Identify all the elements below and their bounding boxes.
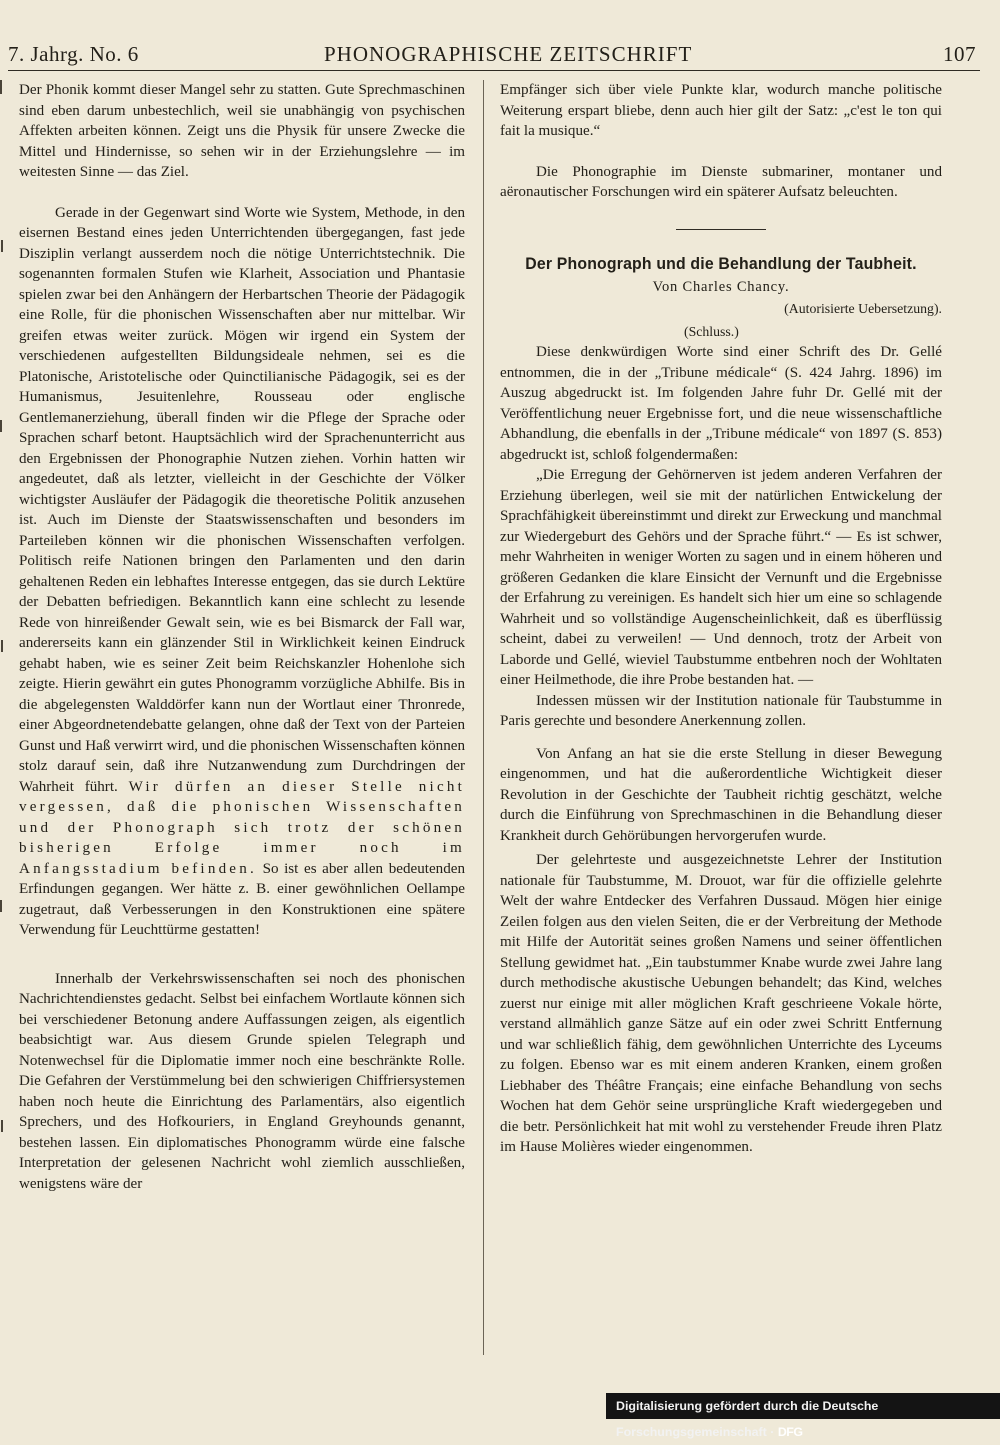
footer-text: Digitalisierung gefördert durch die Deutsche Forschungsgemeinschaft · (616, 1399, 879, 1439)
paragraph-text: So ist es aber allen bedeutenden Erfindungen gegangen. Wer hätte z. B. einer gewöhnlichen Oellampe zugetraut, daß Verbesserungen in den Konstruktionen eine spätere Verwendung für Leuchttürme gestatten! (19, 860, 465, 938)
issue-label: 7. Jahrg. No. 6 (8, 42, 139, 66)
article-title: Der Phonograph und die Behandlung der Taubheit. (525, 254, 917, 273)
paragraph: Diese denkwürdigen Worte sind einer Schrift des Dr. Gellé entnommen, die in der „Tribune médicale“ (S. 424 Jahrg. 1896) im Auszug abgedruckt ist. Im folgenden Jahre fuhr Dr. Gellé mit der Veröffentlichung neuer Ergebnisse fort, und die neue wissenschaftliche Abhandlung, die ebenfalls in der „Tribune médicale“ von 1897 (S. 853) abgedruckt ist, schloß folgendermaßen: (500, 344, 942, 463)
page-header (8, 36, 980, 71)
dfg-logo: DFG (777, 1425, 803, 1439)
article-byline: Von Charles Chancy. (652, 278, 790, 295)
paragraph: „Die Erregung der Gehörnerven ist jedem anderen Verfahren der Erziehung überlegen, weil sie mit der natürlichen Entwickelung der Sprachfähigkeit übereinstimmt und direkt zur Erweckung und manchmal zur Wiedergeburt des Gehörs und der Sprache führt.“ — Es ist schwer, mehr Wahrheiten in weniger Worten zu sagen und in einem höheren und größeren Gedanken die klare Einsicht der Vernunft und die Ergebnisse der Erfahrung zu vereinigen. Es handelt sich hier um eine so schlagende Wahrheit und so vollständige Augenscheinlichkeit, daß es überflüssig scheint, dabei zu verweilen! — Und dennoch, trotz der Arbeit von Laborde und Gellé, wieviel Taubstumme entbehren noch der Wohltaten einer Heilmethode, die ihre Probe bestanden hat. — (500, 467, 942, 688)
binding-mark (0, 420, 2, 432)
paragraph: Die Phonographie im Dienste submariner, montaner und aëronautischer Forschungen wird ein späterer Aufsatz beleuchten. (500, 163, 942, 200)
paragraph: Indessen müssen wir der Institution nationale für Taubstumme in Paris gerechte und besondere Anerkennung zollen. (500, 692, 942, 729)
journal-title: PHONOGRAPHISCHE ZEITSCHRIFT (324, 42, 693, 66)
binding-mark (1, 240, 3, 252)
left-column (19, 80, 465, 1194)
section-divider (676, 229, 766, 231)
binding-mark (1, 640, 3, 652)
paragraph: Innerhalb der Verkehrswissenschaften sei noch des phonischen Nachrichtendienstes gedacht. Selbst bei einfachem Wortlaute können sich bei verschiedener Betonung andere Auffassungen zeigen, als eigentlich beabsichtigt war. Aus diesem Grunde spielen Telegraph und Notenwechsel für die Diplomatie immer noch eine beschränkte Rolle. Die Gefahren der Verstümmelung bei den schwierigen Chiffriersystemen haben noch heute die Einrichtung des Parlamentärs, also eigentlich Sprechers, und des Hofkouriers, in England Greyhounds genannt, bestehen lassen. Ein diplomatisches Phonogramm würde eine falsche Interpretation der gelesenen Nachricht wohl ziemlich ausschließen, wenigstens wäre der (19, 970, 465, 1192)
page-number: 107 (943, 42, 976, 66)
paragraph: Der gelehrteste und ausgezeichnetste Lehrer der Institution nationale für Taubstumme, M. Drouot, war für die offizielle gelehrte Welt der wahre Entdecker des Verfahren Dussaud. Mögen hier einige Zeilen folgen aus den vielen Seiten, die er der Verbreitung der Methode mit Hilfe der Autorität seines großen Namens und seiner öffentlichen Stellung gewidmet hat. „Ein taubstummer Knabe wurde zwei Jahre lang durch methodische akustische Uebungen behandelt; das Kind, welches zuerst nur einige mit aller möglichen Kraft geschrieene Vokale hörte, verstand allmählich ganze Sätze auf ein oder zwei Schritt Entfernung und war schließlich fähig, dem gewöhnlichen Unterrichte des Lyceums zu folgen. Ebenso war es mit einem anderen Kranken, einem großen Liebhaber des Théâtre Français; eine einfache Behandlung von sechs Wochen hat dem Gehör seine ursprüngliche Kraft wiedergegeben und die betr. Persönlichkeit hat mit wohl zu verstehender Freude ihren Platz im Hause Molières wieder eingenommen. (500, 852, 942, 1155)
emphasized-text: Wir dürfen an dieser Stelle nicht vergessen, daß die phonischen Wissenschaften und der Phonograph sich trotz der schönen bisherigen Erfolge immer noch im Anfangsstadium befinden. (19, 778, 465, 877)
digitization-footer (606, 1393, 1000, 1439)
binding-mark (0, 80, 2, 94)
binding-mark (0, 900, 2, 912)
column-divider (483, 80, 484, 1355)
paragraph: Der Phonik kommt dieser Mangel sehr zu statten. Gute Sprechmaschinen sind eben darum unbestechlich, weil sie unabhängig von psychischen Affekten arbeiten können. Zeigt uns die Physik für unsere Zwecke die Mittel und Hindernisse, so sehen wir in der Erziehungslehre — im weitesten Sinne — das Ziel. (19, 82, 465, 180)
paragraph (19, 203, 465, 941)
right-column (500, 80, 942, 1158)
paragraph-text: Gerade in der Gegenwart sind Worte wie System, Methode, in den eisernen Bestand eines jeden Unterrichtenden übergegangen, fast jede Disziplin verlangt ausserdem noch die nötige Unterrichtstechnik. Die sogenannten formalen Stufen wie Klarheit, Association und Phantasie spielen zwar bei den Anhängern der Herbartschen Theorie der Pädagogik eine Rolle, für die phonischen Wissenschaften aber nur mittelbar. Wir greifen etwas weiter zurück. Mögen wir irgend ein System der verschiedenen aufgestellten Bildungsideale nehmen, sei es die Platonische, Aristotelische oder Quinctilianische Pädagogik, sei es der Humanismus, Jesuitenlehre, Rousseau oder englische Gentlemanerziehung, überall finden wir die Pflege der Sprache oder Sprachen scharf betont. Hauptsächlich wird der Sprachenunterricht aus den Ergebnissen der Phonographie Nutzen ziehen. Vorhin hatten wir angedeutet, daß als letzter, vielleicht in der Geschichte der Völker wichtigster Ausläufer der Pädagogik die theoretische Politik anzusehen ist. Auch im Dienste der Staatswissenschaften und besonders im Parteileben können wir die phonischen Wissenschaften verfolgen. Politisch reife Nationen bringen den Parlamenten und den darin gehaltenen Reden ein lebhaftes Interesse entgegen, das sie durch Lektüre der Debatten befriedigen. Bekanntlich kann eine schlecht zu lesende Rede von hinreißender Gewalt sein, wie es bei Bismarck der Fall war, andererseits kann ein glänzender Stil in Wirklichkeit keinen Eindruck gehabt haben, wie es seiner Zeit beim Reichskanzler Hohenlohe sich zeigte. Hierin gewährt ein gutes Phonogramm vorzügliche Abhilfe. Bis in die abgelegensten Walddörfer kann nun der Wortlaut einer Thronrede, einer Abgeordnetendebatte gelangen, ohne daß der Text von der Parteien Gunst und Haß verwirrt wird, und die phonischen Wissenschaften können stolz darauf sein, daß ihre Nutzanwendung zum Durchdringen der Wahrheit führt. (19, 204, 465, 795)
paragraph: Von Anfang an hat sie die erste Stellung in dieser Bewegung eingenommen, und hat die außerordentliche Wichtigkeit dieser Revolution in der Geschichte der Taubheit richtig geschätzt, welche durch die Einführung von Sprechmaschinen in die Behandlung dieser Krankheit durch Gehörübungen hervorgerufen wurde. (500, 745, 942, 844)
paragraph: Empfänger sich über viele Punkte klar, wodurch manche politische Weiterung erspart bliebe, denn auch hier gilt der Satz: „c'est le ton qui fait la musique.“ (500, 82, 942, 139)
translation-note: (Autorisierte Uebersetzung). (784, 301, 942, 316)
continuation-note: (Schluss.) (684, 323, 739, 339)
binding-mark (1, 1120, 3, 1132)
